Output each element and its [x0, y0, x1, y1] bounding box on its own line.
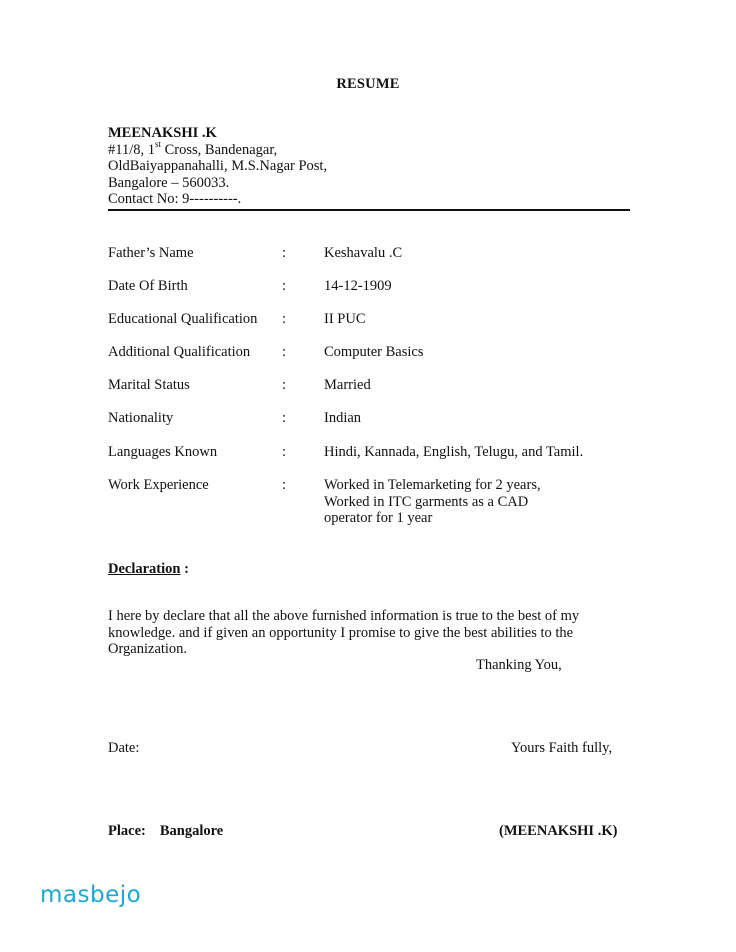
thanking-you: Thanking You, [476, 657, 562, 673]
detail-label: Educational Qualification [108, 311, 258, 327]
detail-value: Keshavalu .C [324, 245, 403, 261]
detail-colon: : [282, 245, 287, 261]
watermark-logo: masbejo [40, 882, 142, 908]
address-line-1-suffix: Cross, Bandenagar, [161, 141, 278, 158]
declaration-heading-text: Declaration [108, 561, 181, 577]
detail-colon: : [282, 278, 287, 294]
address-line-1-prefix: #11/8, 1 [108, 141, 155, 158]
address-line-3: Bangalore – 560033. [108, 174, 230, 191]
header-divider [108, 209, 630, 211]
declaration-heading-colon: : [180, 561, 189, 577]
declaration-line: knowledge. and if given an opportunity I promise to give the best abilities to the [108, 624, 574, 641]
detail-colon: : [282, 444, 287, 460]
detail-value: Married [324, 377, 371, 393]
address-line-1-sup: st [155, 138, 162, 149]
address-line-2: OldBaiyappanahalli, M.S.Nagar Post, [108, 158, 328, 174]
place-label: Place: [108, 823, 146, 839]
detail-value [324, 477, 541, 527]
contact-number: Contact No: 9----------. [108, 191, 242, 207]
detail-colon: : [282, 311, 287, 327]
detail-colon: : [282, 477, 287, 493]
detail-value: 14-12-1909 [324, 278, 392, 294]
detail-label: Nationality [108, 410, 174, 426]
date-label: Date: [108, 740, 140, 756]
place-field [108, 823, 223, 840]
detail-label: Work Experience [108, 477, 209, 493]
address-line-1 [108, 138, 327, 159]
work-experience-line: Worked in ITC garments as a CAD [324, 493, 529, 510]
closing-salutation: Yours Faith fully, [511, 740, 613, 756]
declaration-line: I here by declare that all the above furnished information is true to the best of my [108, 608, 580, 624]
contact-header [108, 125, 327, 208]
detail-label: Additional Qualification [108, 344, 251, 360]
applicant-name: MEENAKSHI .K [108, 125, 217, 141]
detail-label: Languages Known [108, 444, 218, 460]
place-value: Bangalore [159, 823, 224, 839]
declaration-heading [108, 561, 189, 578]
detail-label: Date Of Birth [108, 278, 188, 294]
document-title: RESUME [336, 76, 400, 92]
detail-value: Hindi, Kannada, English, Telugu, and Tamil. [324, 444, 584, 460]
detail-value: Indian [324, 410, 362, 426]
declaration-text [108, 608, 588, 658]
work-experience-line: Worked in Telemarketing for 2 years, [324, 477, 541, 493]
detail-value: Computer Basics [324, 344, 424, 360]
detail-label: Marital Status [108, 377, 190, 393]
detail-colon: : [282, 410, 287, 426]
detail-label: Father’s Name [108, 245, 194, 261]
declaration-line: Organization. [108, 641, 188, 657]
detail-value: II PUC [324, 311, 366, 327]
signature-name: (MEENAKSHI .K) [499, 823, 618, 839]
detail-colon: : [282, 344, 287, 360]
work-experience-line: operator for 1 year [324, 510, 433, 526]
detail-colon: : [282, 377, 287, 393]
